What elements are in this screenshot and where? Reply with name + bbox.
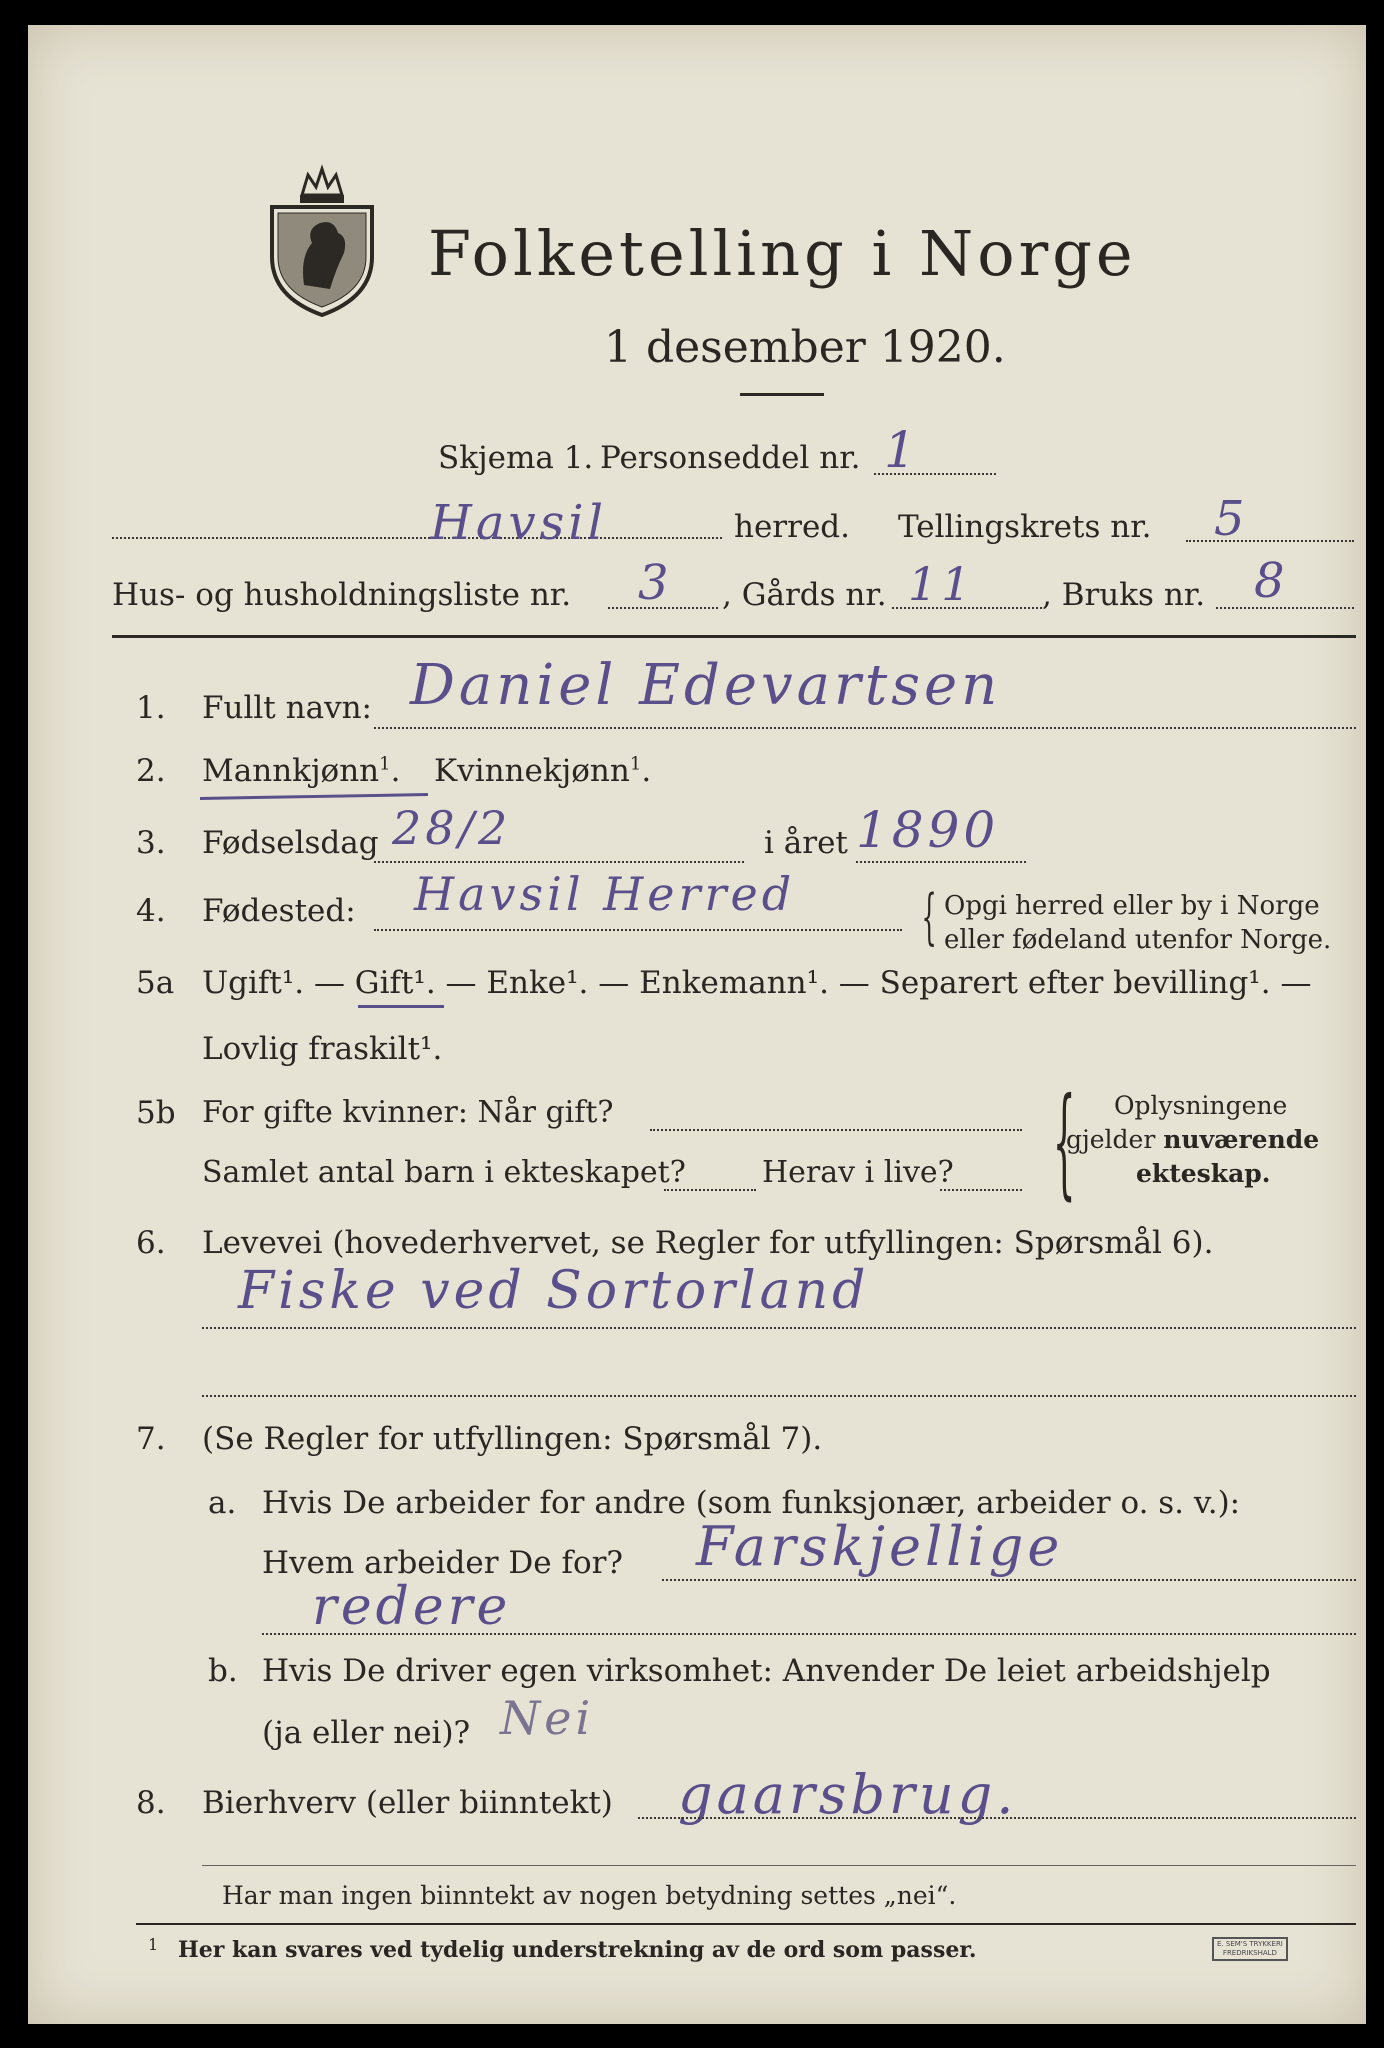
q7a-line2: Hvem arbeider De for?: [262, 1545, 624, 1581]
footer-rule-top: [202, 1865, 1356, 1866]
printer-line2: FREDRIKSHALD: [1222, 1949, 1277, 1957]
q5a-number: 5a: [136, 965, 175, 1001]
footer-note: Har man ingen biinntekt av nogen betydning settes „nei“.: [222, 1881, 957, 1910]
employer-value-line1[interactable]: Farskjellige: [696, 1515, 1064, 1578]
herred-value[interactable]: Havsil: [430, 495, 607, 551]
q7a-line-2: [262, 1633, 1356, 1635]
q5b-note2: [1066, 1125, 1319, 1154]
children-alive-line[interactable]: [940, 1189, 1022, 1191]
q4-number: 4.: [136, 893, 166, 929]
husliste-value[interactable]: 3: [638, 555, 673, 611]
header-rule: [112, 635, 1356, 638]
occupation-value[interactable]: Fiske ved Sortorland: [238, 1261, 870, 1321]
q5b-note1: Oplysningene: [1114, 1091, 1288, 1120]
full-name-value[interactable]: Daniel Edevartsen: [410, 653, 1002, 718]
census-form-page: [28, 25, 1366, 2024]
footnote-ref: 1: [379, 753, 391, 775]
birthday-value[interactable]: 28/2: [392, 801, 512, 855]
q6-number: 6.: [136, 1225, 166, 1261]
gender-male-option[interactable]: [202, 753, 400, 789]
herred-label: herred.: [734, 509, 850, 545]
gift-underline: [358, 1005, 444, 1008]
q7a-line-1: [662, 1579, 1356, 1581]
married-date-line[interactable]: [650, 1129, 1022, 1131]
gards-label: , Gårds nr.: [722, 577, 887, 613]
printer-stamp: [1212, 1937, 1288, 1961]
q1-label: Fullt navn:: [202, 690, 372, 726]
gender-female-label: Kvinnekjønn: [434, 753, 630, 789]
marital-status-options[interactable]: Ugift¹. — Gift¹. — Enke¹. — Enkemann¹. — Separert efter bevilling¹. —: [202, 965, 1312, 1001]
herred-line: [112, 537, 722, 539]
birthplace-value[interactable]: Havsil Herred: [414, 867, 796, 921]
q7-number: 7.: [136, 1421, 166, 1457]
footer-rule-bottom: [136, 1923, 1356, 1925]
personseddel-label: Personseddel nr.: [600, 440, 861, 476]
q7a-letter: a.: [208, 1485, 237, 1521]
q5a-line2: Lovlig fraskilt¹.: [202, 1031, 443, 1067]
tellingskrets-value[interactable]: 5: [1214, 491, 1249, 547]
husliste-label: Hus- og husholdningsliste nr.: [112, 577, 572, 613]
q5b-number: 5b: [136, 1095, 176, 1131]
q4-line: [374, 929, 902, 931]
q8-line: [638, 1817, 1356, 1819]
q5b-note3: ekteskap.: [1136, 1159, 1271, 1188]
q4-label: Fødested:: [202, 893, 356, 929]
employer-value-line2[interactable]: redere: [312, 1577, 512, 1637]
side-income-value[interactable]: gaarsbrug.: [678, 1763, 1018, 1826]
personseddel-value[interactable]: 1: [884, 421, 920, 479]
q5b-line1: For gifte kvinner: Når gift?: [202, 1095, 614, 1130]
q8-number: 8.: [136, 1785, 166, 1821]
q5b-line2a: Samlet antal barn i ekteskapet?: [202, 1155, 686, 1190]
q7a-line1: Hvis De arbeider for andre (som funksjonær, arbeider o. s. v.):: [262, 1485, 1241, 1521]
norway-coat-of-arms-icon: [264, 157, 380, 317]
q7b-letter: b.: [208, 1653, 238, 1689]
tellingskrets-line: [1186, 540, 1354, 542]
gender-female-option[interactable]: [434, 753, 651, 789]
bruks-value[interactable]: 8: [1254, 553, 1289, 609]
children-count-line[interactable]: [664, 1189, 756, 1191]
personseddel-line: [874, 473, 996, 475]
male-underline: [200, 793, 428, 800]
footnote-text: Her kan svares ved tydelig understrekning av de ord som passer.: [178, 1937, 977, 1963]
q1-line: [374, 727, 1356, 729]
year-label: i året: [764, 825, 848, 861]
printer-line1: E. SEM'S TRYKKERI: [1217, 1940, 1283, 1948]
bruks-label: , Bruks nr.: [1042, 577, 1206, 613]
q8-label: Bierhverv (eller biinntekt): [202, 1785, 613, 1821]
q4-note-line2: eller fødeland utenfor Norge.: [944, 925, 1332, 955]
q7b-line1: Hvis De driver egen virksomhet: Anvender De leiet arbeidshjelp: [262, 1653, 1271, 1689]
q5b-note2a: gjelder: [1066, 1125, 1156, 1154]
title-divider: [740, 393, 824, 396]
q2-number: 2.: [136, 753, 166, 789]
q3-day-line: [374, 861, 744, 863]
bruks-line: [1216, 607, 1354, 609]
q4-brace: {: [921, 882, 937, 952]
q6-line2: [202, 1395, 1356, 1397]
birth-year-value[interactable]: 1890: [856, 801, 1000, 859]
form-subtitle: 1 desember 1920.: [604, 322, 1006, 373]
q6-label: Levevei (hovederhvervet, se Regler for utfyllingen: Spørsmål 6).: [202, 1225, 1214, 1261]
q3-year-line: [856, 861, 1026, 863]
q5b-line2b: Herav i live?: [762, 1155, 954, 1190]
gender-male-label: Mannkjønn: [202, 753, 380, 789]
q7-label: (Se Regler for utfyllingen: Spørsmål 7).: [202, 1421, 823, 1457]
form-title: Folketelling i Norge: [428, 217, 1137, 290]
footnote-mark: 1: [148, 1935, 159, 1954]
dot: .: [641, 753, 652, 789]
hired-help-value[interactable]: Nei: [500, 1691, 595, 1745]
footnote-ref: 1: [629, 753, 642, 775]
q7b-line2: (ja eller nei)?: [262, 1715, 471, 1751]
q5b-brace: {: [1052, 1073, 1076, 1212]
skjema-label: Skjema 1.: [438, 440, 594, 476]
dot: .: [390, 753, 401, 789]
q1-number: 1.: [136, 690, 166, 726]
husliste-line: [608, 607, 718, 609]
q6-line1: [202, 1327, 1356, 1329]
q4-note-line1: Opgi herred eller by i Norge: [944, 891, 1320, 921]
tellingskrets-label: Tellingskrets nr.: [898, 509, 1152, 545]
gards-line: [892, 607, 1042, 609]
gards-value[interactable]: 11: [908, 557, 975, 611]
q5b-note2b: nuværende: [1163, 1125, 1320, 1154]
q3-label: Fødselsdag: [202, 825, 379, 861]
q3-number: 3.: [136, 825, 166, 861]
